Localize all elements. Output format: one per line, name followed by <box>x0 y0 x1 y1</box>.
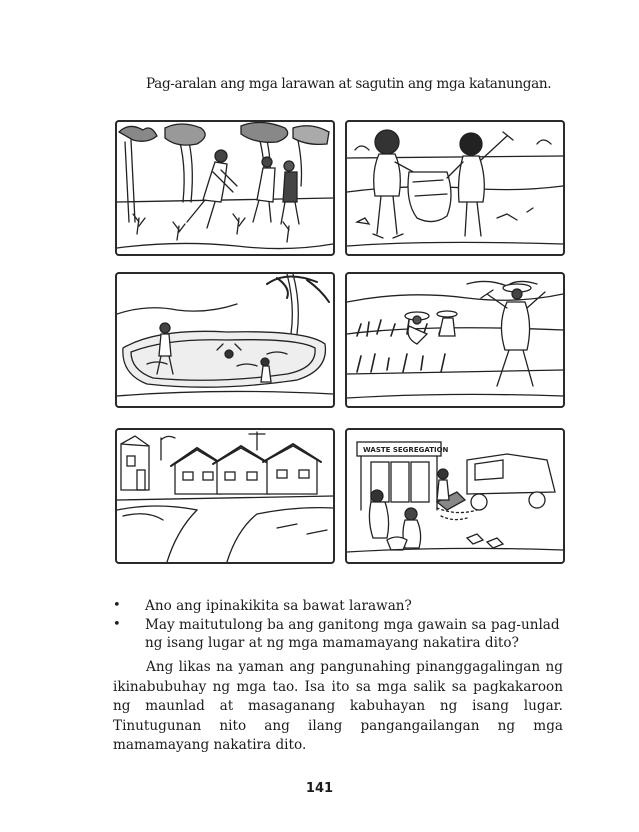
waste-segregation-sign: WASTE SEGREGATION <box>363 446 449 454</box>
question-text: Ano ang ipinakikita sa bawat larawan? <box>145 598 412 614</box>
illustration-waste-segregation <box>345 428 565 564</box>
body-paragraph: Ang likas na yaman ang pangunahing pinanggagalingan ng ikinabubuhay ng mga tao. Isa ito sa mga salik sa pagkakaroon ng maunlad at masaganang kabuhayan ng isang lugar. Tinutugunan nito ang ilang pangangailangan ng mga mamamayang nakatira dito. <box>113 659 563 753</box>
page-number: 141 <box>305 781 334 796</box>
question-list <box>113 597 563 653</box>
question-text: May maitutulong ba ang ganitong mga gawain sa pag-unlad ng isang lugar at ng mga mamamayang nakatira dito? <box>145 617 560 651</box>
question-item <box>113 597 563 615</box>
question-item <box>113 616 563 652</box>
illustration-farming <box>345 272 565 408</box>
illustration-swimming-pool <box>115 272 335 408</box>
bullet-icon: • <box>113 617 121 632</box>
bullet-icon: • <box>113 598 121 613</box>
illustration-houses-road <box>115 428 335 564</box>
illustration-planting-trees <box>115 120 335 256</box>
illustration-collecting-trash <box>345 120 565 256</box>
instruction-text: Pag-aralan ang mga larawan at sagutin ang mga katanungan. <box>146 76 552 92</box>
